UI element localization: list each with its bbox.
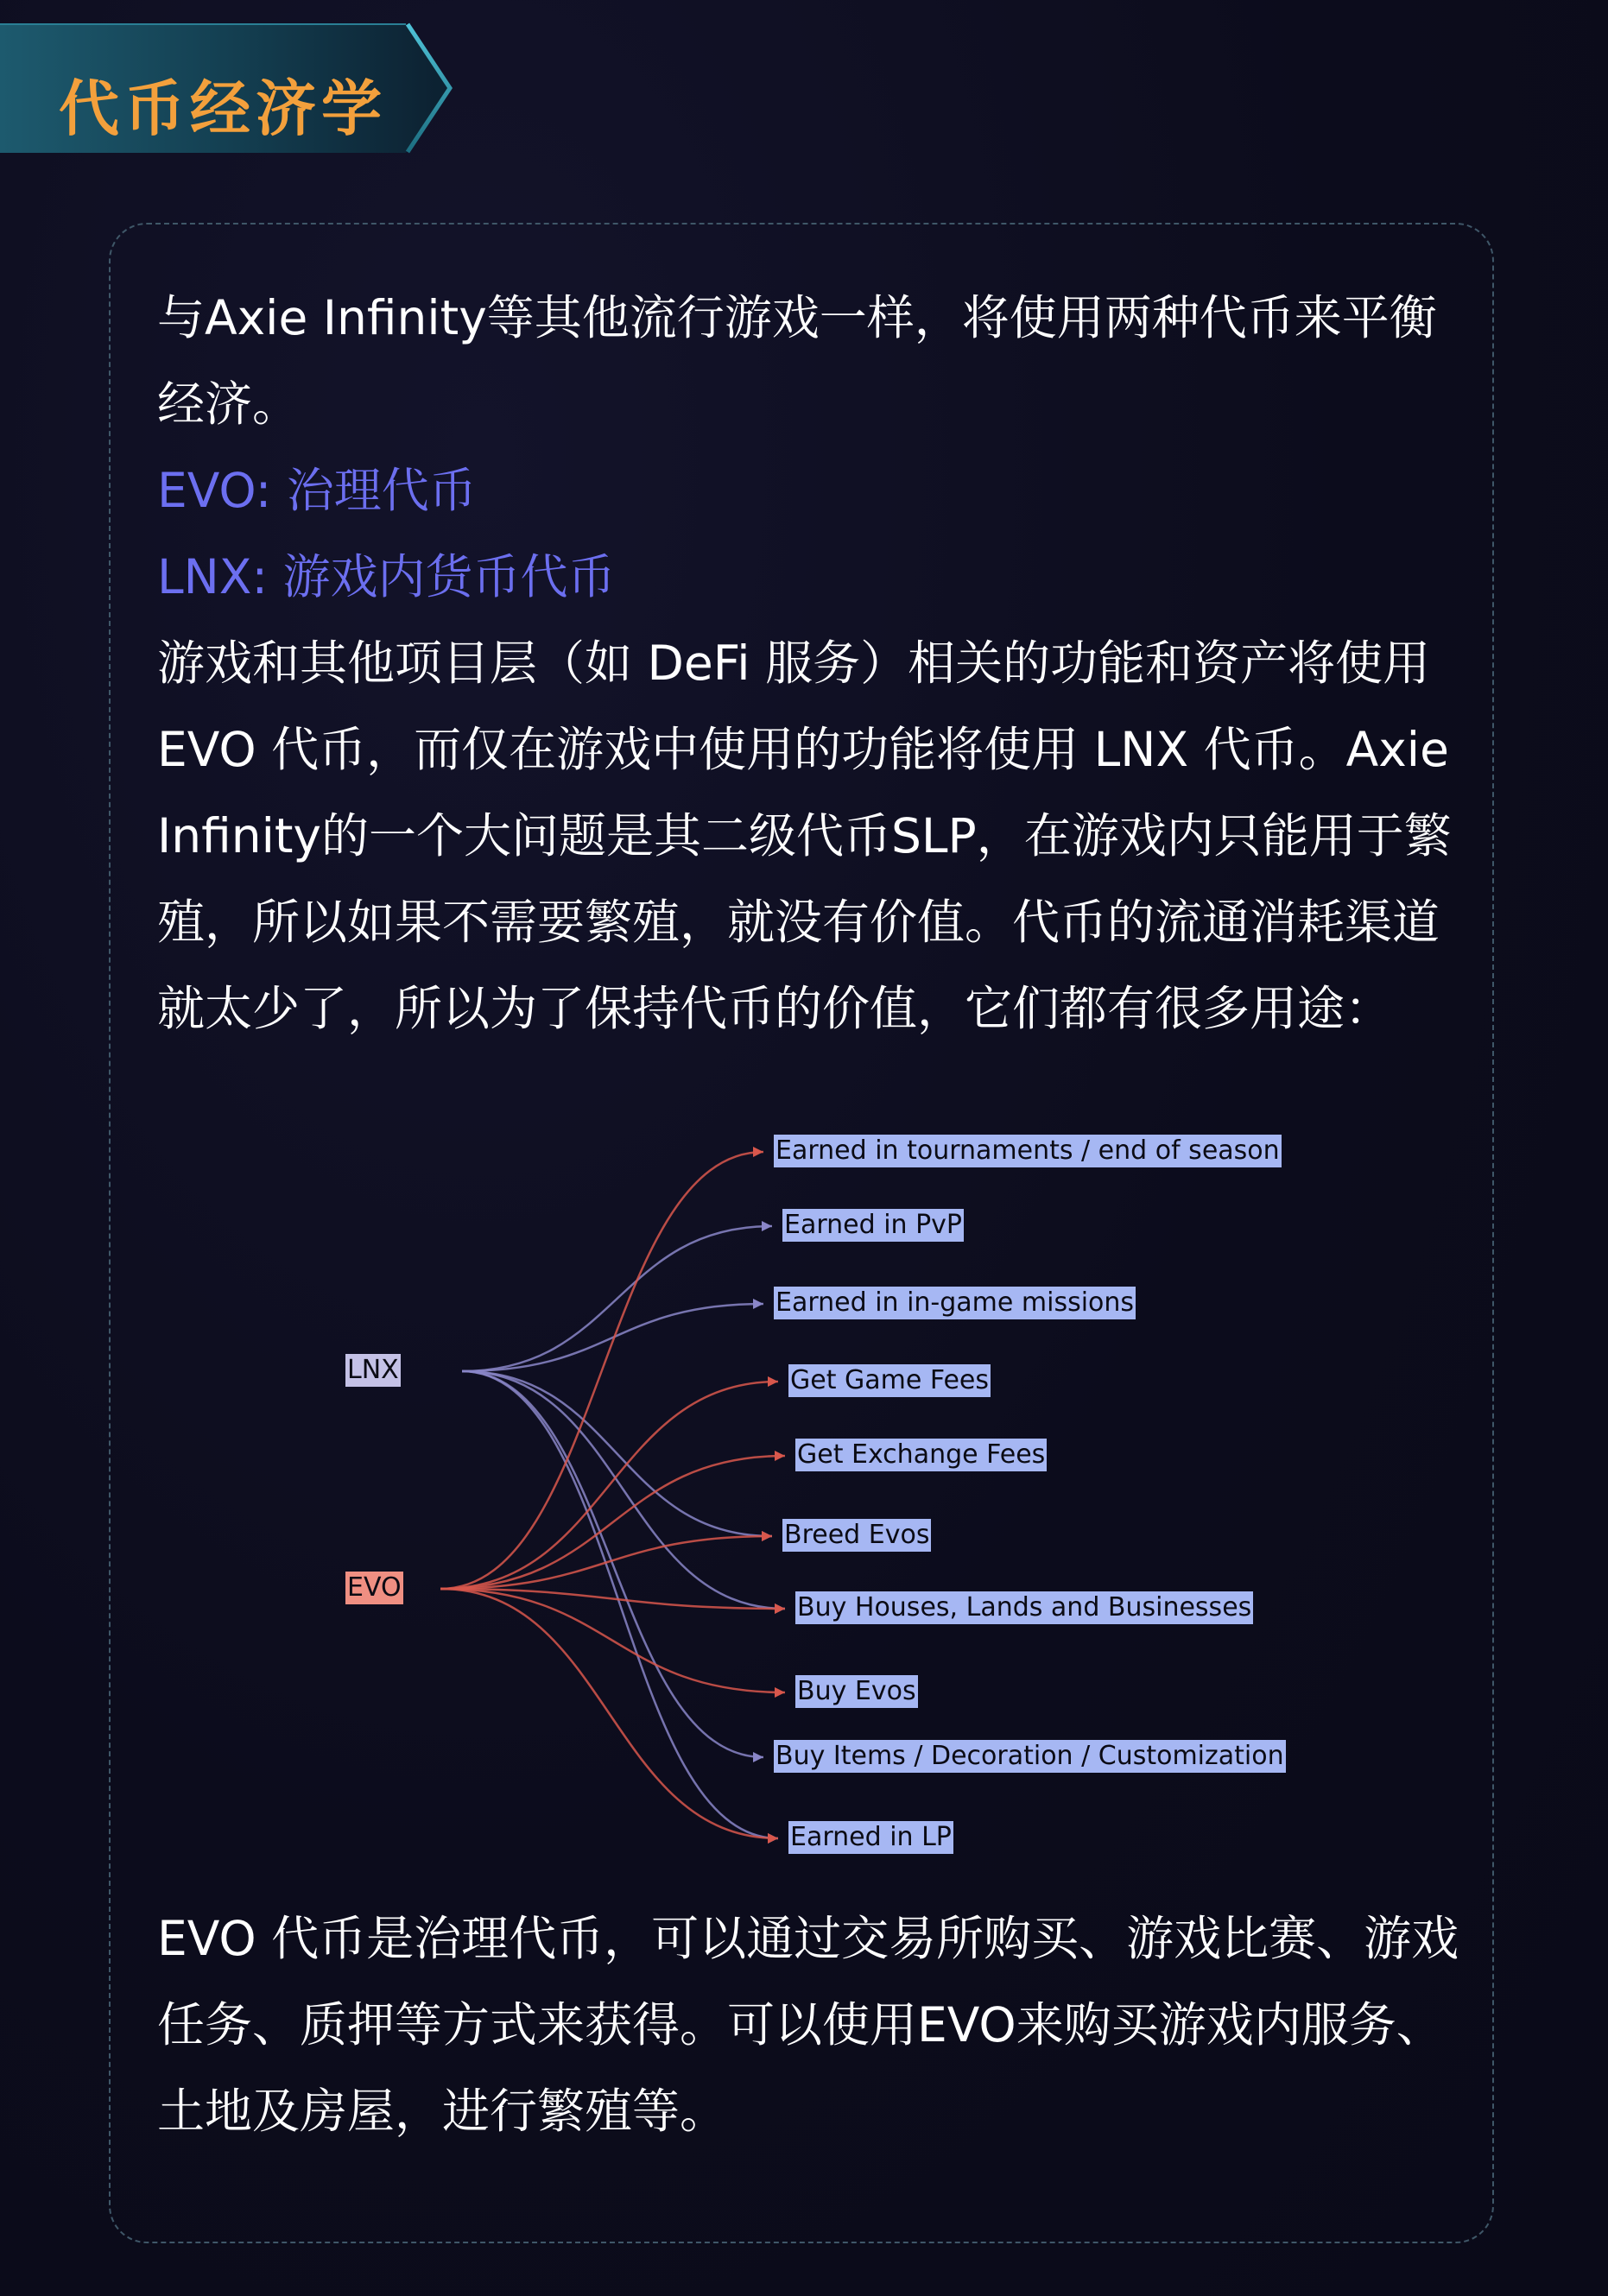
edge-lnx-t8 xyxy=(462,1371,763,1757)
arrowhead-lnx-t1 xyxy=(762,1221,772,1231)
node-buy-evos: Buy Evos xyxy=(797,1676,916,1706)
node-lnx: LNX xyxy=(347,1355,399,1385)
outro-paragraph: EVO 代币是治理代币，可以通过交易所购买、游戏比赛、游戏任务、质押等方式来获得。可以使用EVO来购买游戏内服务、土地及房屋，进行繁殖等。 xyxy=(157,1911,1459,2139)
body-paragraph: 游戏和其他项目层（如 DeFi 服务）相关的功能和资产将使用 EVO 代币，而仅在游戏中使用的功能将使用 LNX 代币。Axie Infinity的一个大问题是其二级代币SLP，在游戏内只能用于繁殖，所以如果不需要繁殖，就没有价值。代币的流通消耗渠道就太少了，所以为了保持代币的价值，它们都有很多用途： xyxy=(157,636,1452,1036)
node-buy-items: Buy Items / Decoration / Customization xyxy=(776,1741,1284,1771)
node-earned-missions: Earned in in-game missions xyxy=(776,1287,1135,1318)
lnx-token-line: LNX: 游戏内货币代币 xyxy=(157,549,616,604)
node-earned-pvp: Earned in PvP xyxy=(784,1210,963,1240)
node-buy-houses: Buy Houses, Lands and Businesses xyxy=(797,1592,1252,1622)
edge-lnx-t1 xyxy=(462,1226,772,1371)
evo-token-line: EVO: 治理代币 xyxy=(157,463,477,518)
node-game-fees: Get Game Fees xyxy=(790,1365,990,1395)
edge-evo-t9 xyxy=(440,1589,778,1838)
section-header xyxy=(0,19,458,157)
arrowhead-evo-t3 xyxy=(768,1376,778,1387)
edge-lnx-t2 xyxy=(462,1304,763,1371)
node-evo: EVO xyxy=(347,1572,402,1603)
page-title: 代币经济学 xyxy=(59,73,387,144)
arrowhead-evo-t4 xyxy=(775,1451,785,1461)
edge-evo-t7 xyxy=(440,1589,785,1692)
node-exchange-fees: Get Exchange Fees xyxy=(797,1439,1046,1470)
token-flow-diagram xyxy=(0,1123,1608,1882)
intro-paragraph: 与Axie Infinity等其他流行游戏一样，将使用两种代币来平衡经济。 xyxy=(157,290,1437,432)
arrowhead-lnx-t2 xyxy=(753,1299,763,1309)
edge-lnx-t5 xyxy=(462,1371,772,1536)
arrowhead-evo-t6 xyxy=(775,1603,785,1614)
arrowhead-evo-t0 xyxy=(753,1147,763,1157)
arrowhead-evo-t7 xyxy=(775,1687,785,1698)
arrowhead-evo-t5 xyxy=(762,1531,772,1541)
arrowhead-evo-t9 xyxy=(768,1833,778,1844)
arrowhead-lnx-t8 xyxy=(753,1752,763,1762)
node-earned-lp: Earned in LP xyxy=(790,1822,952,1852)
node-earned-tournaments: Earned in tournaments / end of season xyxy=(776,1135,1280,1166)
node-breed-evos: Breed Evos xyxy=(784,1520,930,1550)
